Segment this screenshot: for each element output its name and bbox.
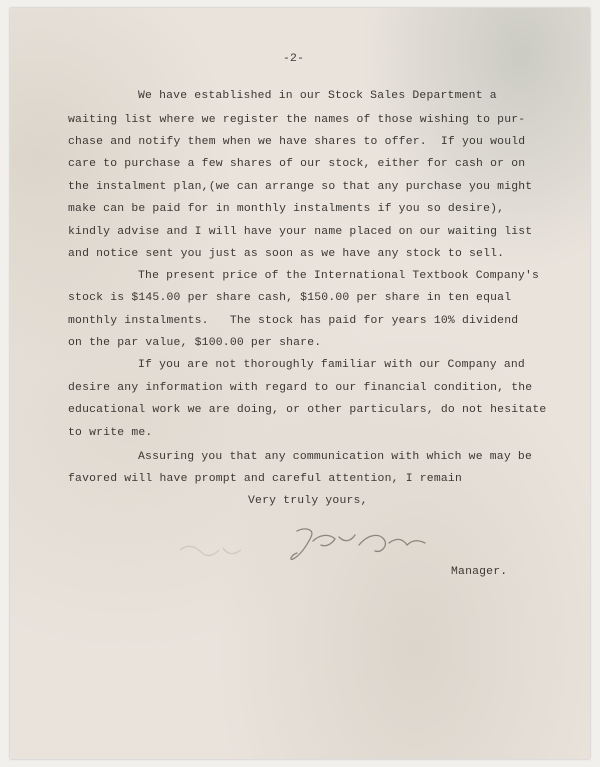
body-line: on the par value, $100.00 per share. — [68, 337, 322, 349]
body-line: the instalment plan,(we can arrange so that any purchase you might — [68, 181, 533, 193]
body-line: to write me. — [68, 427, 153, 439]
body-line: If you are not thoroughly familiar with our Company and — [138, 359, 525, 371]
signature — [285, 523, 435, 567]
salutation: Very truly yours, — [248, 495, 368, 507]
body-line: care to purchase a few shares of our stock, either for cash or on — [68, 158, 526, 170]
body-line: Assuring you that any communication with which we may be — [138, 451, 532, 463]
body-line: waiting list where we register the names of those wishing to pur- — [68, 114, 526, 126]
body-line: educational work we are doing, or other particulars, do not hesitate — [68, 404, 547, 416]
body-line: monthly instalments. The stock has paid for years 10% dividend — [68, 315, 519, 327]
body-line: stock is $145.00 per share cash, $150.00 per share in ten equal — [68, 292, 512, 304]
body-line: desire any information with regard to our financial condition, the — [68, 382, 533, 394]
body-line: and notice sent you just as soon as we have any stock to sell. — [68, 248, 505, 260]
body-line: The present price of the International Textbook Company's — [138, 270, 540, 282]
signer-title: Manager. — [451, 566, 508, 578]
body-line: make can be paid for in monthly instalments if you so desire), — [68, 203, 505, 215]
body-line: We have established in our Stock Sales Department a — [138, 90, 497, 102]
page-number: -2- — [283, 53, 305, 65]
body-line: chase and notify them when we have shares to offer. If you would — [68, 136, 526, 148]
body-line: favored will have prompt and careful attention, I remain — [68, 473, 462, 485]
faint-pencil-mark — [175, 538, 245, 563]
body-line: kindly advise and I will have your name placed on our waiting list — [68, 226, 533, 238]
